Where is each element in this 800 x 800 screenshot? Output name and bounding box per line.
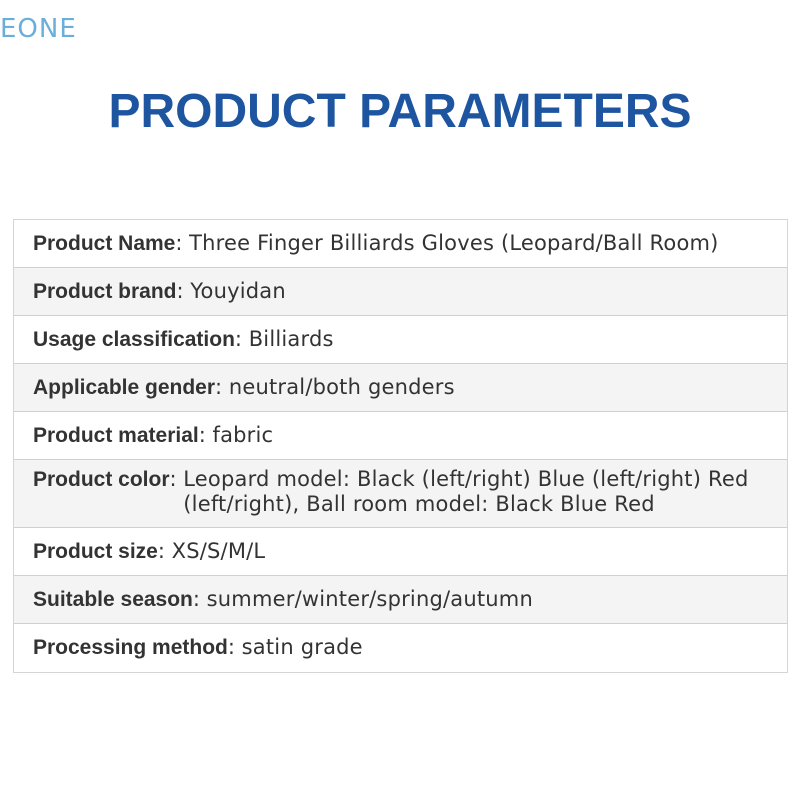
param-value: Three Finger Billiards Gloves (Leopard/Ball Room)	[189, 231, 719, 255]
param-label: Processing method	[33, 636, 228, 659]
param-row-suitable-season: Suitable season : summer/winter/spring/autumn	[14, 576, 787, 624]
param-row-product-material: Product material : fabric	[14, 412, 787, 460]
param-row-usage-classification: Usage classification : Billiards	[14, 316, 787, 364]
param-value: Youyidan	[190, 279, 286, 303]
param-label: Applicable gender	[33, 376, 216, 399]
param-label: Usage classification	[33, 328, 235, 351]
param-value: Billiards	[248, 327, 334, 351]
param-row-product-name: Product Name : Three Finger Billiards Gloves (Leopard/Ball Room)	[14, 220, 787, 268]
param-value: satin grade	[241, 635, 363, 659]
param-label: Product size	[33, 540, 158, 563]
param-row-processing-method: Processing method : satin grade	[33, 635, 363, 659]
param-label: Suitable season	[33, 588, 193, 611]
parameters-table	[13, 219, 788, 673]
page-title: PRODUCT PARAMETERS	[108, 85, 692, 138]
param-value: summer/winter/spring/autumn	[206, 587, 533, 611]
param-value: fabric	[212, 423, 274, 447]
param-row-product-color: Product color : Leopard model: Black (left/right) Blue (left/right) Red (left/right), Ball room model: Black Blue Red	[14, 460, 787, 528]
param-value: Leopard model: Black (left/right) Blue (left/right) Red (left/right), Ball room model: Black Blue Red	[183, 467, 749, 516]
param-label: Product Name	[33, 232, 176, 255]
param-value: neutral/both genders	[228, 375, 455, 399]
param-row-product-brand: Product brand : Youyidan	[14, 268, 787, 316]
param-label: Product color	[33, 468, 170, 491]
param-label: Product brand	[33, 280, 177, 303]
param-value: XS/S/M/L	[171, 539, 266, 563]
param-row-applicable-gender: Applicable gender : neutral/both genders	[14, 364, 787, 412]
param-label: Product material	[33, 424, 199, 447]
brand-logo: EONE	[0, 14, 77, 44]
param-row-product-size: Product size : XS/S/M/L	[14, 528, 787, 576]
